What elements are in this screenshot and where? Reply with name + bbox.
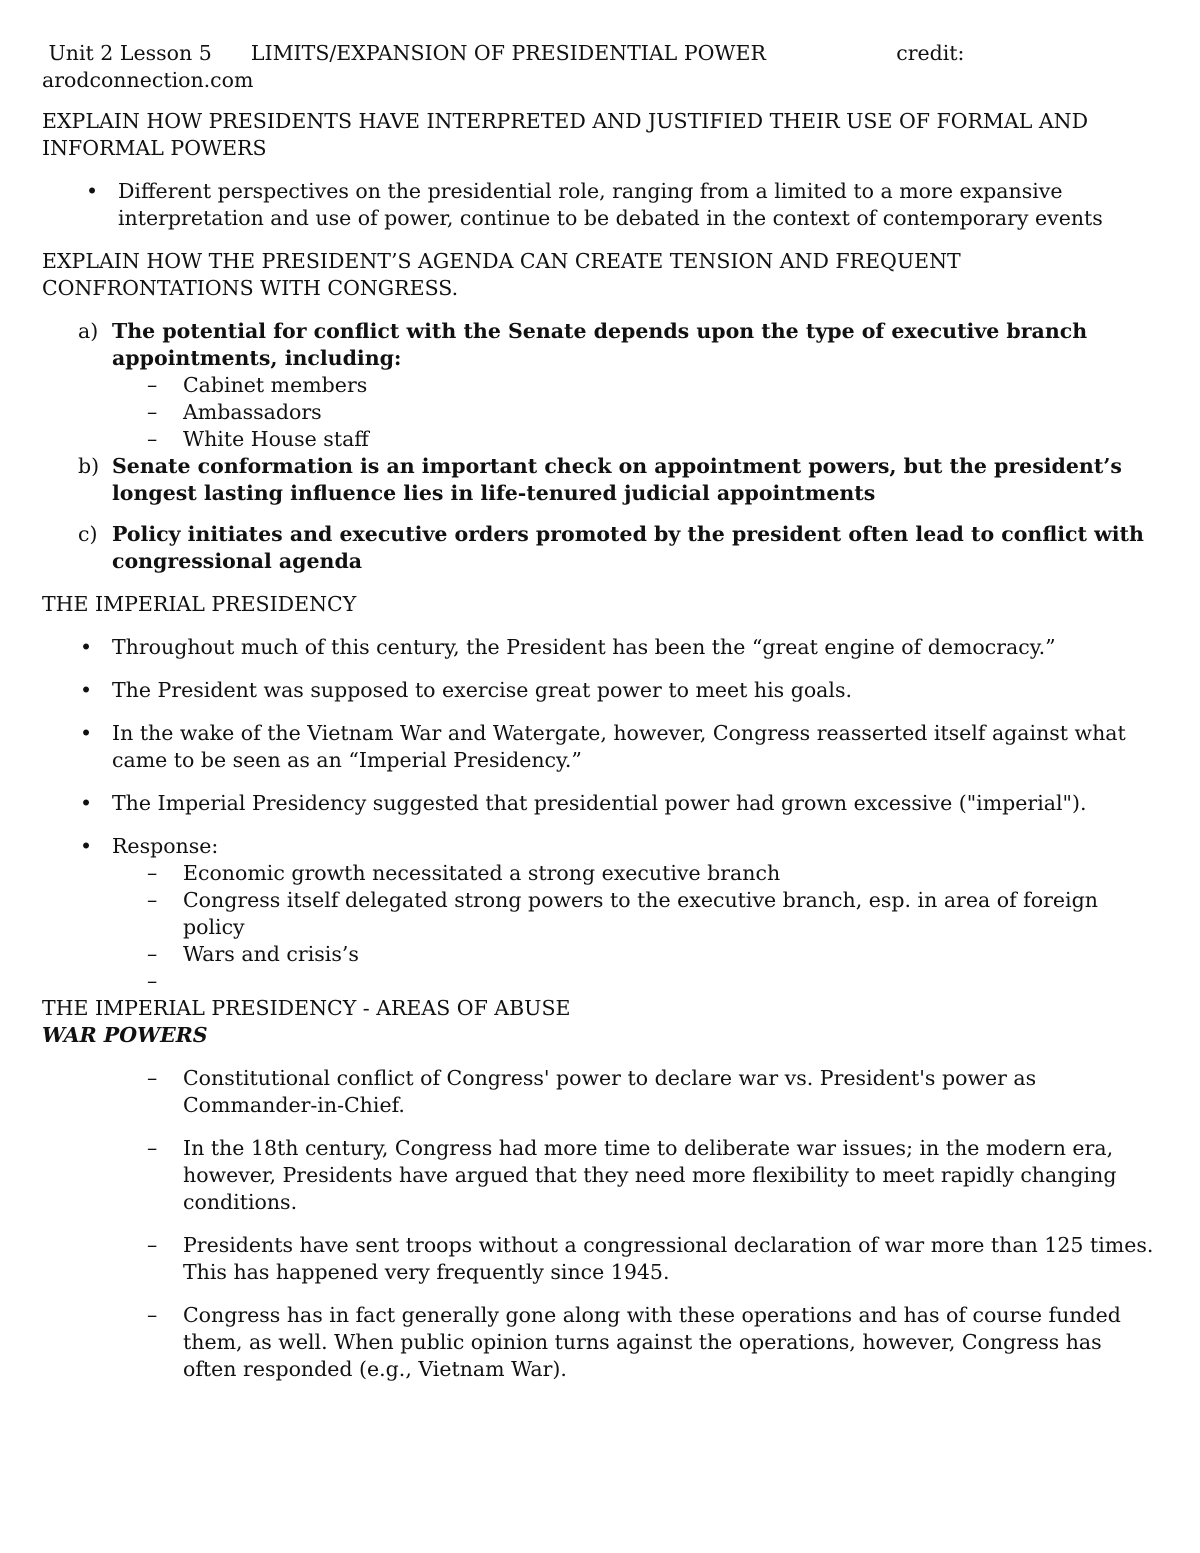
list-item [42, 399, 1160, 426]
list-item [42, 178, 1160, 232]
bullet-text: Throughout much of this century, the President has been the “great engine of democracy.” [112, 635, 1056, 659]
sub-item-text: Cabinet members [183, 373, 368, 397]
response-text: Wars and crisis’s [183, 942, 359, 966]
dash-marker: – [147, 888, 158, 912]
appointment-type-list [42, 372, 1160, 453]
dash-marker: – [147, 373, 158, 397]
war-powers-text: Congress has in fact generally gone along with these operations and has of course funded them, as well. When public opinion turns against the operations, however, Congress has often responded (e.g., Vietnam War). [183, 1303, 1121, 1381]
sub-item-text: Ambassadors [183, 400, 322, 424]
dash-marker: – [147, 942, 158, 966]
dash-marker: – [147, 1066, 158, 1090]
section1-bullet-list [42, 178, 1160, 232]
section4-subheading: WAR POWERS [42, 1023, 208, 1047]
list-item [42, 677, 1160, 704]
sub-item-text: White House staff [183, 427, 369, 451]
war-powers-list [42, 1065, 1160, 1383]
response-text: Economic growth necessitated a strong executive branch [183, 861, 781, 885]
bullet-marker: • [80, 678, 93, 702]
section3-bullet-list [42, 634, 1160, 860]
item-marker: c) [78, 522, 98, 546]
list-item [42, 426, 1160, 453]
section2-lettered-list-cont [42, 453, 1160, 575]
list-item [42, 453, 1160, 507]
list-item [42, 833, 1160, 860]
bullet-text: The Imperial Presidency suggested that presidential power had grown excessive ("imperial"). [112, 791, 1087, 815]
section2-heading: EXPLAIN HOW THE PRESIDENT’S AGENDA CAN CREATE TENSION AND FREQUENT CONFRONTATIONS WITH CONGRESS. [42, 249, 961, 300]
list-item [42, 720, 1160, 774]
bullet-marker: • [80, 635, 93, 659]
list-item [42, 887, 1160, 941]
response-list [42, 860, 1160, 995]
bullet-text: The President was supposed to exercise great power to meet his goals. [112, 678, 852, 702]
list-item [42, 1065, 1160, 1119]
bullet-marker: • [80, 791, 93, 815]
list-item [42, 860, 1160, 887]
list-item [42, 968, 1160, 995]
dash-marker: – [147, 427, 158, 451]
war-powers-text: Constitutional conflict of Congress' power to declare war vs. President's power as Commander-in-Chief. [183, 1066, 1037, 1117]
section4-heading: THE IMPERIAL PRESIDENCY - AREAS OF ABUSE [42, 996, 571, 1020]
section1-bullet-text: Different perspectives on the presidential role, ranging from a limited to a more expansive interpretation and use of power, continue to be debated in the context of contemporary events [118, 179, 1103, 230]
item-marker: a) [78, 319, 99, 343]
list-item [42, 318, 1160, 372]
section2-item-a-text: The potential for conflict with the Senate depends upon the type of executive branch appointments, including: [112, 319, 1088, 370]
list-item [42, 790, 1160, 817]
dash-marker: – [147, 1136, 158, 1160]
section2-lettered-list [42, 318, 1160, 372]
section2-item-c-text: Policy initiates and executive orders promoted by the president often lead to conflict with congressional agenda [112, 522, 1144, 573]
dash-marker: – [147, 1233, 158, 1257]
list-item [42, 1232, 1160, 1286]
bullet-text: In the wake of the Vietnam War and Watergate, however, Congress reasserted itself against what came to be seen as an “Imperial Presidency.” [112, 721, 1126, 772]
list-item [42, 521, 1160, 575]
section1-heading: EXPLAIN HOW PRESIDENTS HAVE INTERPRETED AND JUSTIFIED THEIR USE OF FORMAL AND INFORMAL POWERS [42, 109, 1089, 160]
section3-heading: THE IMPERIAL PRESIDENCY [42, 592, 357, 616]
war-powers-text: In the 18th century, Congress had more time to deliberate war issues; in the modern era, however, Presidents have argued that they need more flexibility to meet rapidly changing conditions. [183, 1136, 1117, 1214]
bullet-marker: • [80, 834, 93, 858]
list-item [42, 1302, 1160, 1383]
bullet-text: Response: [112, 834, 219, 858]
section2-item-b-text: Senate conformation is an important check on appointment powers, but the president’s longest lasting influence lies in life-tenured judicial appointments [112, 454, 1122, 505]
document-header-line1: Unit 2 Lesson 5 LIMITS/EXPANSION OF PRESIDENTIAL POWER credit: [42, 41, 965, 65]
list-item [42, 1135, 1160, 1216]
response-text: Congress itself delegated strong powers to the executive branch, esp. in area of foreign policy [183, 888, 1098, 939]
dash-marker: – [147, 969, 158, 993]
bullet-marker: • [86, 179, 99, 203]
item-marker: b) [78, 454, 100, 478]
document-header-line2: arodconnection.com [42, 68, 254, 92]
list-item [42, 372, 1160, 399]
dash-marker: – [147, 1303, 158, 1327]
list-item [42, 634, 1160, 661]
list-item [42, 941, 1160, 968]
war-powers-text: Presidents have sent troops without a congressional declaration of war more than 125 times. This has happened very frequently since 1945. [183, 1233, 1154, 1284]
dash-marker: – [147, 861, 158, 885]
dash-marker: – [147, 400, 158, 424]
bullet-marker: • [80, 721, 93, 745]
